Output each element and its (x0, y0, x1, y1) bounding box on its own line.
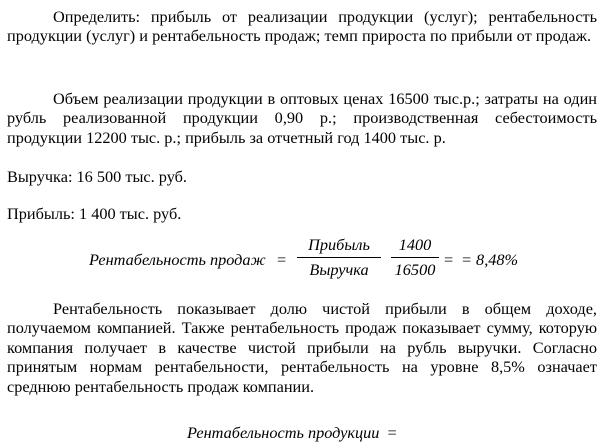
fraction-numerator: Прибыль (308, 235, 370, 254)
product-profitability-formula (187, 423, 397, 442)
fraction-bar (297, 257, 381, 258)
given-paragraph: Объем реализации продукции в оптовых ценах 16500 тыс.р.; затраты на один рубль реализованной продукции 0,90 р.; производственная себестоимость продукции 12200 тыс. р.; прибыль за отчетный год 1400 тыс. р. (7, 89, 597, 147)
fraction-profit-over-revenue (297, 235, 381, 279)
formula-lhs: Рентабельность продукции (187, 423, 380, 442)
profit-line: Прибыль: 1 400 тыс. руб. (7, 204, 182, 223)
formula-lhs: Рентабельность продаж (89, 250, 266, 269)
explanation-paragraph: Рентабельность показывает долю чистой прибыли в общем доходе, получаемом компанией. Также рентабельность продаж показывает сумму, которую компания получает в качестве чистой прибыли на рубль выручки. Согласно принятым нормам рентабельности, рентабельность на уровне 8,5% означает среднюю рентабельность продаж компании. (7, 299, 597, 396)
fraction-denominator: 16500 (394, 260, 436, 279)
formula-equals: = (387, 423, 397, 442)
fraction-numerator: 1400 (398, 235, 432, 254)
fraction-bar (391, 257, 439, 258)
formula-result: = 8,48% (461, 250, 519, 269)
formula-equals: = (277, 250, 287, 269)
fraction-denominator: Выручка (309, 260, 369, 279)
task-paragraph: Определить: прибыль от реализации продукции (услуг); рентабельность продукции (услуг) и рентабельность продаж; темп прироста по прибыли от продаж. (7, 7, 597, 46)
formula-equals: = (444, 250, 454, 269)
revenue-line: Выручка: 16 500 тыс. руб. (7, 167, 188, 186)
fraction-values (391, 235, 439, 279)
